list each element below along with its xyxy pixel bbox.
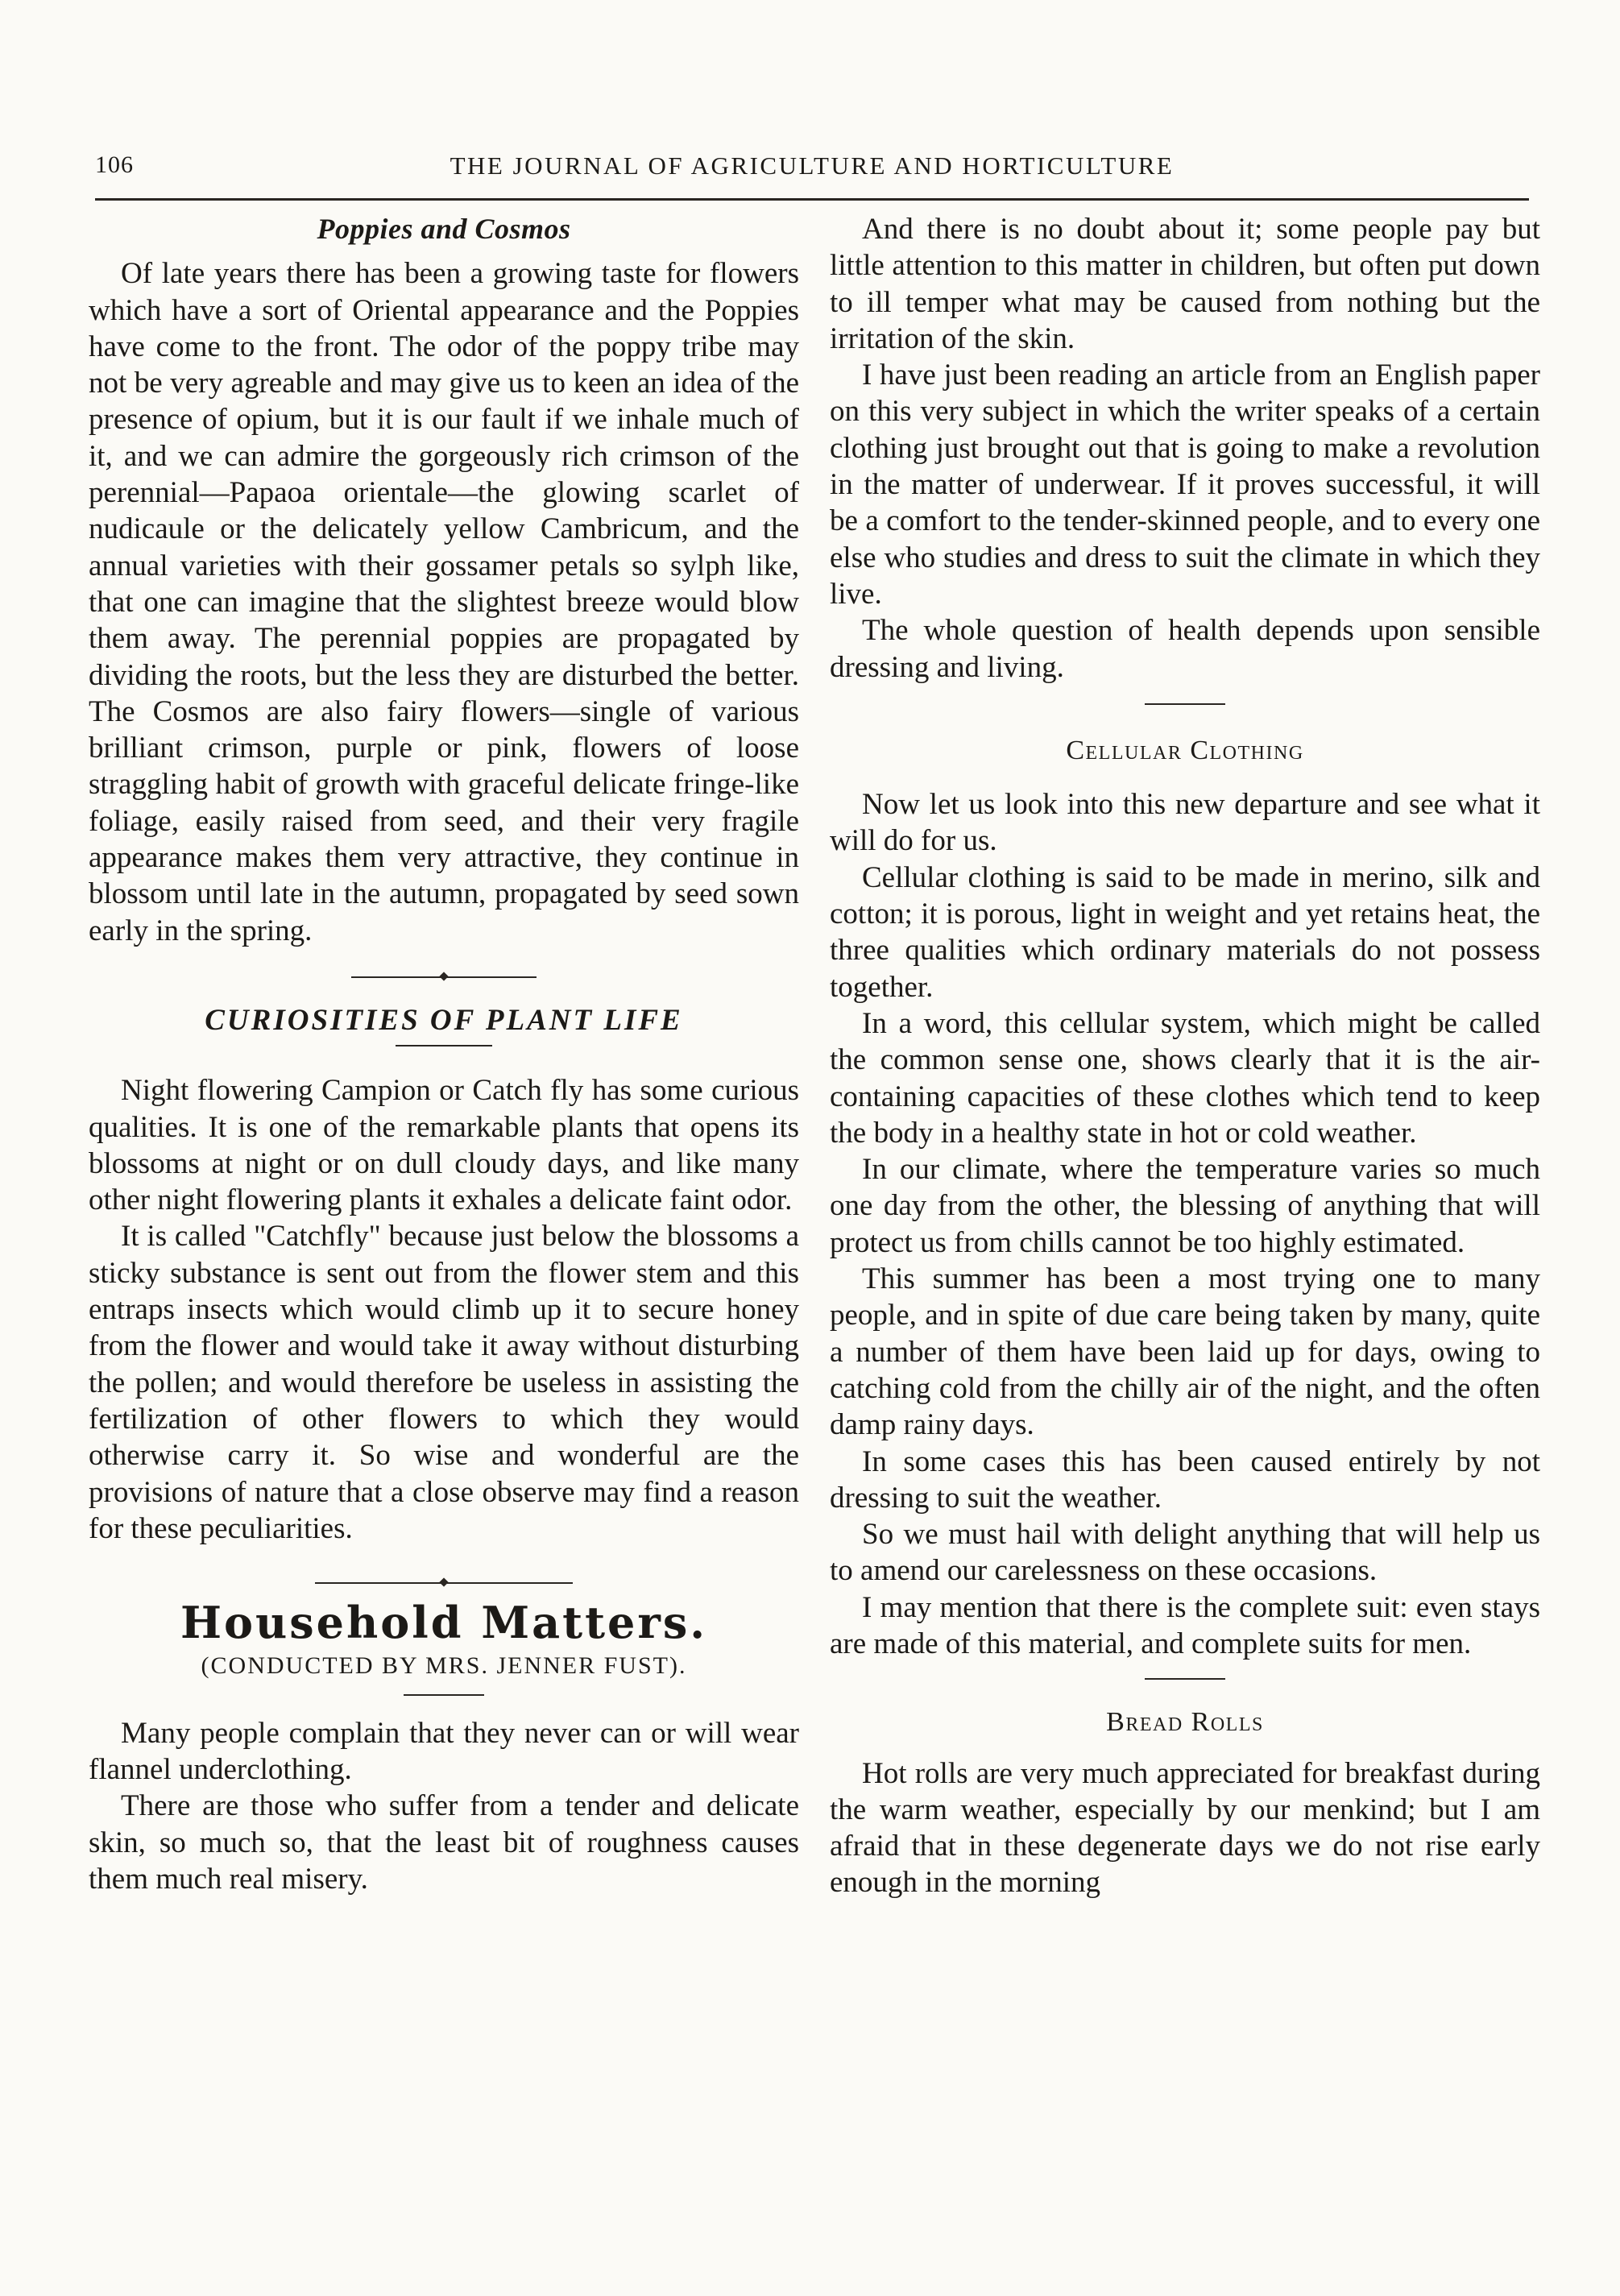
- page-header: [95, 151, 1529, 192]
- paragraph: In our climate, where the temperature varies so much one day from the other, the blessing of anything that will protect us from chills cannot be too highly estimated.: [830, 1153, 1540, 1259]
- poppies-title: Poppies and Cosmos: [317, 213, 571, 245]
- paragraph: I may mention that there is the complete suit: even stays are made of this material, and complete suits for men.: [830, 1590, 1540, 1660]
- household-title: Household Matters.: [180, 1597, 708, 1649]
- household-paragraph-2: There are those who suffer from a tender and delicate skin, so much so, that the least bit of roughness causes them much real misery.: [89, 1789, 799, 1896]
- paragraph: The whole question of health depends upon sensible dressing and living.: [830, 614, 1540, 684]
- bread-rolls-title: Bread Rolls: [1106, 1707, 1264, 1738]
- paragraph: In a word, this cellular system, which might be called the common sense one, shows clearly that it is the air-containing capacities of these clothes which tend to keep the body in a healthy state in hot or cold weather.: [830, 1006, 1540, 1150]
- household-conducted: (CONDUCTED BY MRS. JENNER FUST).: [201, 1652, 687, 1680]
- paragraph: Cellular clothing is said to be made in merino, silk and cotton; it is porous, light in weight and yet retains heat, the three qualities which ordinary materials do not possess together.: [830, 860, 1540, 1004]
- cellular-clothing-title: Cellular Clothing: [1066, 735, 1304, 765]
- running-head: THE JOURNAL OF AGRICULTURE AND HORTICULTURE: [450, 151, 1175, 180]
- paragraph: And there is no doubt about it; some people pay but little attention to this matter in children, but often put down to ill temper what may be caused from nothing but the irritation of the skin.: [830, 213, 1540, 355]
- curiosities-title: CURIOSITIES OF PLANT LIFE: [205, 1003, 683, 1037]
- section-ornament: [315, 1579, 573, 1587]
- paragraph: This summer has been a most trying one to many people, and in spite of due care being taken by many, quite a number of them have been laid up for days, owing to catching cold from the chilly air of the night, and the often damp rainy days.: [830, 1262, 1540, 1442]
- paragraph: Hot rolls are very much appreciated for breakfast during the warm weather, especially by our menkind; but I am afraid that in these degenerate days we do not rise early enough in the morning: [830, 1756, 1540, 1900]
- paragraph: Now let us look into this new departure and see what it will do for us.: [830, 788, 1540, 858]
- curiosities-paragraph-2: It is called "Catchfly" because just below the blossoms a sticky substance is sent out from the flower stem and this entraps insects which would climb up it to secure honey from the flower and would take it away without disturbing the pollen; and would therefore be useless in assisting the fertilization of other flowers to which they would otherwise carry it. So wise and wonderful are the provisions of nature that a close observe may find a reason for these peculiarities.: [89, 1220, 799, 1545]
- poppies-body: Of late years there has been a growing taste for flowers which have a sort of Oriental appearance and the Poppies have come to the front. The odor of the poppy tribe may not be very agreable and may give us to keen an idea of the presence of opium, but it is our fault if we inhale much of it, and we can admire the gorgeously rich crimson of the perennial—Papaoa orientale—the glowing scarlet of nudicaule or the delicately yellow Cambricum, and the annual varieties with their gossamer petals so sylph like, that one can imagine that the slightest breeze would blow them away. The perennial poppies are propagated by dividing the roots, but the less they are disturbed the better. The Cosmos are also fairy flowers—single of various brilliant crimson, purple or pink, flowers of loose straggling habit of growth with graceful delicate fringe-like foliage, easily raised from seed, and their very fragile appearance makes them very attractive, they continue in blossom until late in the autumn, propagated by seed sown early in the spring.: [89, 257, 799, 947]
- curiosities-paragraph-1: Night flowering Campion or Catch fly has some curious qualities. It is one of the remarkable plants that opens its blossoms at night or on dull cloudy days, and like many other night flowering plants it exhales a delicate faint odor.: [89, 1074, 799, 1217]
- paragraph: So we must hail with delight anything that will help us to amend our carelessness on these occasions.: [830, 1518, 1540, 1588]
- paragraph: In some cases this has been caused entirely by not dressing to suit the weather.: [830, 1444, 1540, 1515]
- paragraph: I have just been reading an article from an English paper on this very subject in which the writer speaks of a certain clothing just brought out that is going to make a revolution in the matter of underwear. If it proves successful, it will be a comfort to the tender-skinned people, and to every one else who studies and dress to suit the climate in which they live.: [830, 358, 1540, 611]
- right-column: [830, 211, 1540, 1901]
- header-rule: [95, 198, 1529, 201]
- section-ornament: [351, 973, 537, 981]
- household-paragraph-1: Many people complain that they never can or will wear flannel underclothing.: [89, 1716, 799, 1786]
- page-number: 106: [95, 151, 134, 178]
- left-column: [89, 211, 799, 1897]
